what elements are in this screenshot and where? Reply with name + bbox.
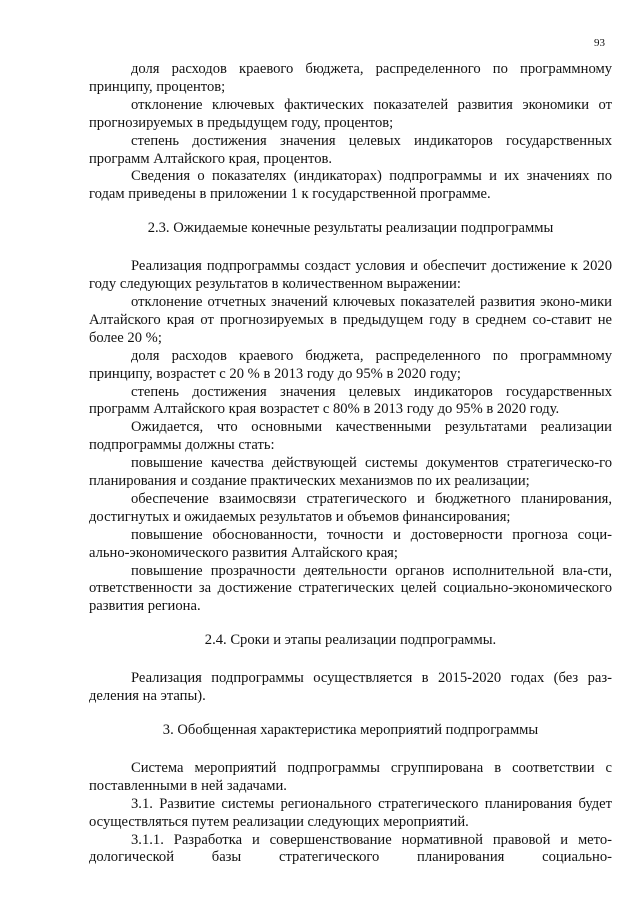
paragraph: повышение качества действующей системы документов стратегическо-го планирования и создание практических механизмов по их реализации; xyxy=(89,455,612,490)
paragraph-line: дологической базы стратегического планирования социально- xyxy=(89,849,612,866)
paragraph: отклонение отчетных значений ключевых показателей развития эконо-мики Алтайского края от прогнозируемых в предыдущем году в среднем со-ставит не более 20 %; xyxy=(89,293,612,346)
paragraph: Система мероприятий подпрограммы сгруппирована в соответствии с поставленными в ней задачами. xyxy=(89,759,612,794)
paragraph: обеспечение взаимосвязи стратегического и бюджетного планирования, достигнутых и ожидаемых результатов и объемов финансирования; xyxy=(89,490,612,525)
section-heading-3: 3. Обобщенная характеристика мероприятий подпрограммы xyxy=(162,722,539,738)
paragraph: повышение прозрачности деятельности органов исполнительной вла-сти, ответственности за достижение стратегических целей социально-экономического развития региона. xyxy=(89,562,612,615)
document-body xyxy=(89,61,612,867)
paragraph: Реализация подпрограммы создаст условия и обеспечит достижение к 2020 году следующих результатов в количественном выражении: xyxy=(89,258,612,293)
paragraph: Сведения о показателях (индикаторах) подпрограммы и их значениях по годам приведены в приложении 1 к государственной программе. xyxy=(89,168,612,203)
paragraph: степень достижения значения целевых индикаторов государственных программ Алтайского края, процентов. xyxy=(89,132,612,167)
paragraph: степень достижения значения целевых индикаторов государственных программ Алтайского края возрастет с 80% в 2013 году до 95% в 2020 году. xyxy=(89,383,612,418)
section-heading-2-3: 2.3. Ожидаемые конечные результаты реализации подпрограммы xyxy=(147,220,554,237)
paragraph: 3.1. Развитие системы регионального стратегического планирования будет осуществляться путем реализации следующих мероприятий. xyxy=(89,795,612,830)
paragraph: отклонение ключевых фактических показателей развития экономики от прогнозируемых в предыдущем году, процентов; xyxy=(89,96,612,131)
section-heading-2-4: 2.4. Сроки и этапы реализации подпрограммы. xyxy=(204,632,497,649)
paragraph: доля расходов краевого бюджета, распределенного по программному принципу, возрастет с 20 % в 2013 году до 95% в 2020 году; xyxy=(89,347,612,382)
paragraph-line: 3.1.1. Разработка и совершенствование нормативной правовой и мето- xyxy=(131,831,612,848)
paragraph: Ожидается, что основными качественными результатами реализации подпрограммы должны стать: xyxy=(89,419,612,454)
paragraph: повышение обоснованности, точности и достоверности прогноза соци-ально-экономического развития Алтайского края; xyxy=(89,526,612,561)
paragraph: Реализация подпрограммы осуществляется в 2015-2020 годах (без раз-деления на этапы). xyxy=(89,670,612,705)
page-number: 93 xyxy=(594,37,605,49)
paragraph: доля расходов краевого бюджета, распределенного по программному принципу, процентов; xyxy=(89,61,612,95)
